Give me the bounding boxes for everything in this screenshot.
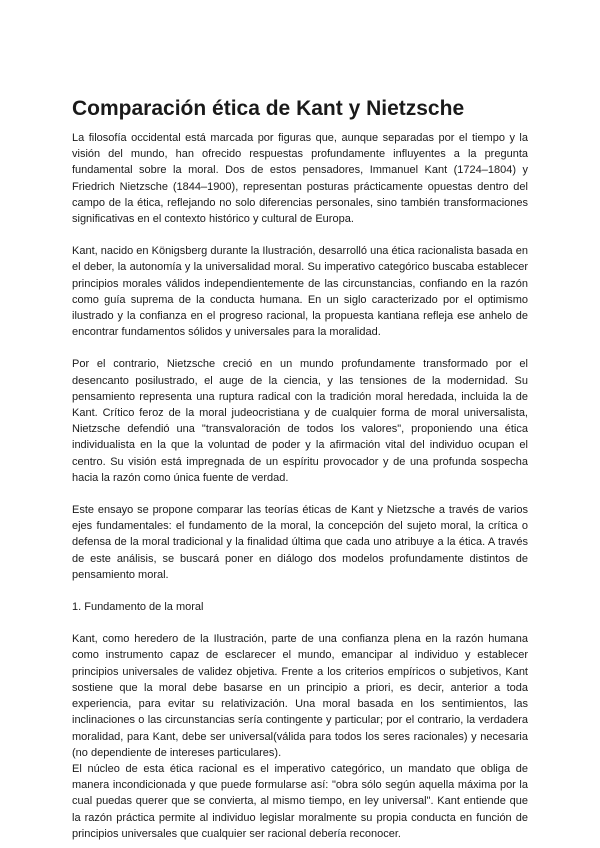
- intro-paragraph-2: Kant, nacido en Königsberg durante la Ilustración, desarrolló una ética racionalista basada en el deber, la autonomía y la universalidad moral. Su imperativo categórico buscaba establecer principios morales válidos independientemente de las circunstancias, confiando en la razón como guía suprema de la conducta humana. En un siglo caracterizado por el optimismo ilustrado y la confianza en el progreso racional, la propuesta kantiana refleja ese anhelo de encontrar fundamentos sólidos y universales para la moralidad.: [72, 245, 528, 339]
- intro-paragraph-3: Por el contrario, Nietzsche creció en un mundo profundamente transformado por el desencanto posilustrado, el auge de la ciencia, y las tensiones de la modernidad. Su pensamiento representa una ruptura radical con la tradición moral heredada, incluida la de Kant. Crítico feroz de la moral judeocristiana y de cualquier forma de moral universalista, Nietzsche defendió una "transvaloración de todos los valores", proponiendo una ética individualista en la que la voluntad de poder y la afirmación vital del individuo ocupan el centro. Su visión está impregnada de un espíritu provocador y de una profunda sospecha hacia la razón como única fuente de verdad.: [72, 358, 528, 484]
- intro-paragraph-4: Este ensayo se propone comparar las teorías éticas de Kant y Nietzsche a través de varios ejes fundamentales: el fundamento de la moral, la concepción del sujeto moral, la crítica o defensa de la moral tradicional y la finalidad última que cada uno atribuye a la ética. A través de este análisis, se buscará poner en diálogo dos modelos profundamente distintos de pensamiento moral.: [72, 504, 528, 581]
- section-paragraph-2: El núcleo de esta ética racional es el imperativo categórico, un mandato que obliga de manera incondicionada y que puede formularse así: "obra sólo según aquella máxima por la cual puedas querer que se convierta, al mismo tiempo, en ley universal". Kant entiende que la razón práctica permite al individuo legislar moralmente su propia conducta en función de principios universales que cualquier ser racional debería reconocer.: [72, 762, 528, 840]
- section-heading: 1. Fundamento de la moral: [72, 601, 204, 614]
- document-title: Comparación ética de Kant y Nietzsche: [72, 97, 465, 120]
- section-paragraph-1: Kant, como heredero de la Ilustración, parte de una confianza plena en la razón humana como instrumento capaz de esclarecer el mundo, emancipar al individuo y establecer principios universales de validez objetiva. Frente a los criterios empíricos o subjetivos, Kant sostiene que la moral debe basarse en un principio a priori, es decir, anterior a toda experiencia, para evitar su relativización. Una moral basada en los sentimientos, las inclinaciones o las circunstancias sería contingente y particular; por el contrario, la verdadera moralidad, para Kant, debe ser universal(válida para todos los seres racionales) y necesaria (no dependiente de intereses particulares).: [72, 633, 528, 759]
- intro-paragraph-1: La filosofía occidental está marcada por figuras que, aunque separadas por el tiempo y la visión del mundo, han ofrecido respuestas profundamente influyentes a la pregunta fundamental sobre la moral. Dos de estos pensadores, Immanuel Kant (1724–1804) y Friedrich Nietzsche (1844–1900), representan posturas prácticamente opuestas dentro del campo de la ética, reflejando no solo diferencias personales, sino también transformaciones significativas en el contexto histórico y cultural de Europa.: [72, 132, 528, 226]
